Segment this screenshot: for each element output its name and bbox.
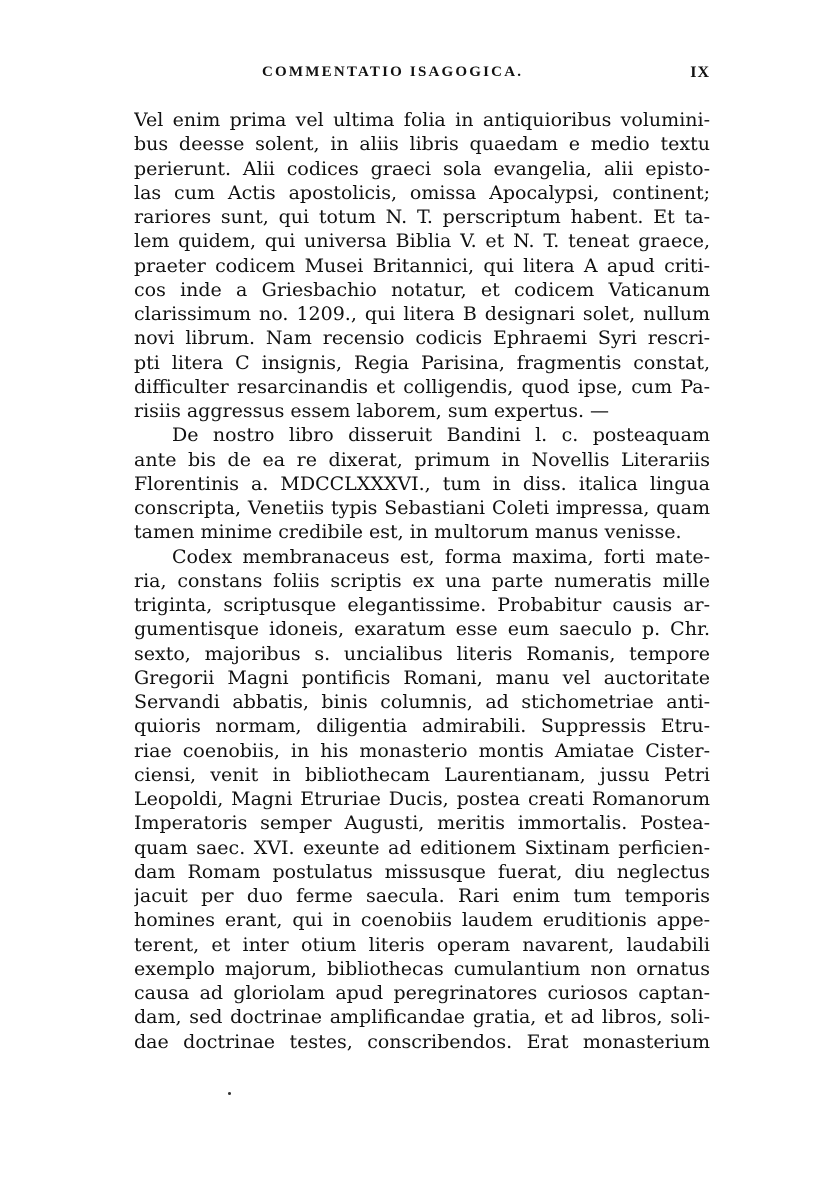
- text-line: novi librum. Nam recensio codicis Ephraemi Syri rescri-: [134, 327, 710, 350]
- text-line: Codex membranaceus est, forma maxima, forti mate-: [172, 545, 710, 568]
- text-line: Imperatoris semper Augusti, meritis immortalis. Postea-: [134, 812, 710, 835]
- text-line: Leopoldi, Magni Etruriae Ducis, postea creati Romanorum: [134, 788, 710, 810]
- text-line: rariores sunt, qui totum N. T. perscriptum habent. Et ta-: [134, 206, 710, 228]
- text-line: Florentinis a. MDCCLXXXVI., tum in diss. italica lingua: [134, 472, 710, 495]
- text-line: quam saec. XVI. exeunte ad editionem Sixtinam perficien-: [134, 836, 710, 859]
- text-line: pti litera C insignis, Regia Parisina, fragmentis constat,: [134, 351, 710, 374]
- page-number: IX: [690, 64, 710, 81]
- text-line: lem quidem, qui universa Biblia V. et N. T. teneat graece,: [134, 230, 710, 253]
- text-line: tamen minime credibile est, in multorum manus venisse.: [134, 521, 682, 544]
- text-line: Vel enim prima vel ultima folia in antiquioribus volumini-: [134, 109, 710, 131]
- text-line: quioris normam, diligentia admirabili. Suppressis Etru-: [134, 715, 710, 738]
- text-line: sexto, majoribus s. uncialibus literis Romanis, tempore: [134, 642, 710, 665]
- text-line: causa ad gloriolam apud peregrinatores curiosos captan-: [134, 982, 710, 1004]
- text-line: gumentisque idoneis, exaratum esse eum saeculo p. Chr.: [134, 618, 710, 641]
- text-line: risiis aggressus essem laborem, sum expertus. —: [134, 400, 610, 422]
- text-line: clarissimum no. 1209., qui litera B designari solet, nullum: [134, 303, 710, 325]
- text-line: jacuit per duo ferme saecula. Rari enim tum temporis: [134, 885, 710, 907]
- text-line: riae coenobiis, in his monasterio montis Amiatae Cister-: [134, 739, 710, 762]
- text-line: dam Romam postulatus missusque fuerat, diu neglectus: [134, 860, 710, 883]
- text-line: dae doctrinae testes, conscribendos. Erat monasterium: [134, 1030, 710, 1053]
- ink-speck: [228, 1092, 231, 1095]
- text-line: De nostro libro disseruit Bandini l. c. posteaquam: [172, 424, 710, 447]
- text-line: ante bis de ea re dixerat, primum in Novellis Literariis: [134, 448, 710, 471]
- text-line: ciensi, venit in bibliothecam Laurentianam, jussu Petri: [134, 763, 710, 786]
- text-line: homines erant, qui in coenobiis laudem eruditionis appe-: [134, 909, 710, 932]
- running-title: COMMENTATIO ISAGOGICA.: [262, 64, 524, 80]
- running-head: [134, 64, 710, 88]
- text-line: exemplo majorum, bibliothecas cumulantium non ornatus: [134, 957, 710, 980]
- body-text: [134, 108, 710, 1054]
- text-line: dam, sed doctrinae amplificandae gratia, et ad libros, soli-: [134, 1006, 710, 1029]
- text-line: difficulter resarcinandis et colligendis, quod ipse, cum Pa-: [134, 375, 710, 398]
- text-line: bus deesse solent, in aliis libris quaedam e medio textu: [134, 133, 710, 156]
- text-line: conscripta, Venetiis typis Sebastiani Coleti impressa, quam: [134, 497, 710, 519]
- text-line: triginta, scriptusque elegantissime. Probabitur causis ar-: [134, 594, 710, 616]
- text-line: las cum Actis apostolicis, omissa Apocalypsi, continent;: [134, 181, 710, 204]
- text-line: ria, constans foliis scriptis ex una parte numeratis mille: [134, 569, 710, 592]
- text-line: praeter codicem Musei Britannici, qui litera A apud criti-: [134, 254, 710, 277]
- text-line: terent, et inter otium literis operam navarent, laudabili: [134, 933, 710, 956]
- text-line: cos inde a Griesbachio notatur, et codicem Vaticanum: [134, 278, 710, 301]
- text-line: Gregorii Magni pontificis Romani, manu vel auctoritate: [134, 666, 710, 689]
- text-line: perierunt. Alii codices graeci sola evangelia, alii episto-: [134, 157, 710, 180]
- text-line: Servandi abbatis, binis columnis, ad stichometriae anti-: [134, 691, 710, 713]
